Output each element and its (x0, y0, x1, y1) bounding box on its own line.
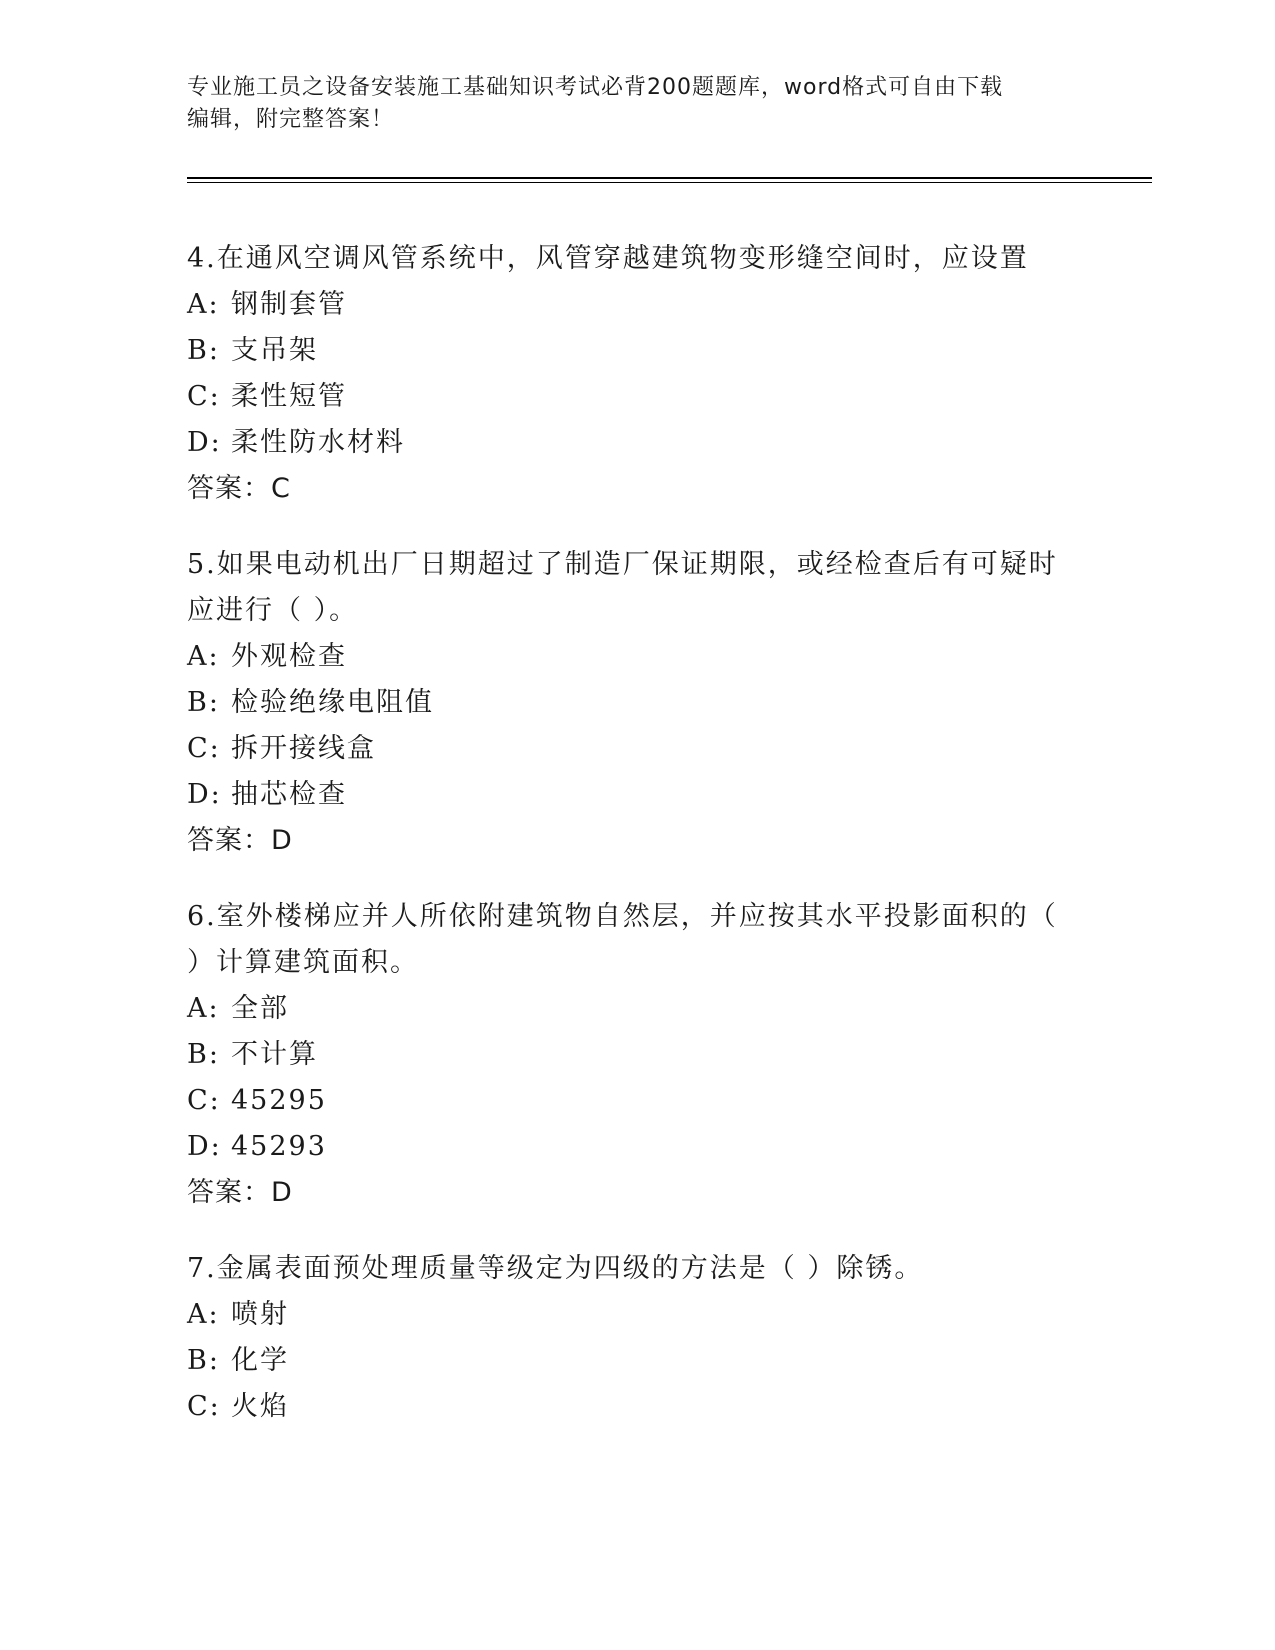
option-letter: A: (187, 289, 220, 320)
header-divider-thin (187, 182, 1152, 183)
question-stem-line: 4.在通风空调风管系统中，风管穿越建筑物变形缝空间时，应设置 (187, 243, 1029, 274)
option-letter: B: (187, 1345, 220, 1376)
question-block (187, 236, 1087, 512)
option-row (187, 1292, 1087, 1338)
option-row (187, 634, 1087, 680)
option-text: 检验绝缘电阻值 (231, 687, 434, 718)
answer-line: 答案：C (187, 473, 291, 504)
option-row (187, 420, 1087, 466)
option-letter: C: (187, 733, 221, 764)
option-text: 支吊架 (231, 335, 318, 366)
option-text: 柔性短管 (231, 381, 347, 412)
option-row (187, 282, 1087, 328)
option-row (187, 1124, 1087, 1170)
option-text: 45293 (231, 1131, 327, 1162)
option-letter: C: (187, 381, 221, 412)
option-text: 45295 (231, 1085, 327, 1116)
question-stem-line: ）计算建筑面积。 (187, 947, 419, 978)
option-letter: D: (187, 427, 222, 458)
question-stem-line: 6.室外楼梯应并人所依附建筑物自然层，并应按其水平投影面积的（ (187, 901, 1058, 932)
option-row (187, 726, 1087, 772)
option-text: 喷射 (231, 1299, 289, 1330)
option-text: 全部 (231, 993, 289, 1024)
question-block (187, 542, 1087, 864)
document-header (187, 72, 1087, 136)
option-letter: D: (187, 779, 222, 810)
option-letter: B: (187, 687, 220, 718)
option-row (187, 1338, 1087, 1384)
option-row (187, 1078, 1087, 1124)
question-stem-line: 应进行（ ）。 (187, 595, 359, 626)
option-row (187, 328, 1087, 374)
question-list (187, 236, 1087, 1460)
option-text: 不计算 (231, 1039, 318, 1070)
option-text: 外观检查 (231, 641, 347, 672)
answer-line: 答案：D (187, 1177, 293, 1208)
option-text: 火焰 (231, 1391, 289, 1422)
option-row (187, 1032, 1087, 1078)
option-letter: A: (187, 993, 220, 1024)
option-letter: C: (187, 1391, 221, 1422)
option-text: 化学 (231, 1345, 289, 1376)
option-text: 钢制套管 (231, 289, 347, 320)
answer-line: 答案：D (187, 825, 293, 856)
option-row (187, 680, 1087, 726)
question-block (187, 1246, 1087, 1430)
option-text: 柔性防水材料 (231, 427, 405, 458)
option-row (187, 772, 1087, 818)
question-stem-line: 7.金属表面预处理质量等级定为四级的方法是（ ）除锈。 (187, 1253, 924, 1284)
option-letter: A: (187, 641, 220, 672)
header-line-2: 编辑，附完整答案！ (187, 107, 395, 132)
option-row (187, 1384, 1087, 1430)
option-letter: C: (187, 1085, 221, 1116)
question-stem-line: 5.如果电动机出厂日期超过了制造厂保证期限，或经检查后有可疑时 (187, 549, 1058, 580)
option-row (187, 986, 1087, 1032)
header-divider-thick (187, 177, 1152, 179)
option-letter: B: (187, 1039, 220, 1070)
option-text: 抽芯检查 (231, 779, 347, 810)
option-text: 拆开接线盒 (231, 733, 376, 764)
question-block (187, 894, 1087, 1216)
option-row (187, 374, 1087, 420)
option-letter: B: (187, 335, 220, 366)
option-letter: A: (187, 1299, 220, 1330)
header-line-1: 专业施工员之设备安装施工基础知识考试必背200题题库，word格式可自由下载 (187, 75, 1004, 100)
option-letter: D: (187, 1131, 222, 1162)
